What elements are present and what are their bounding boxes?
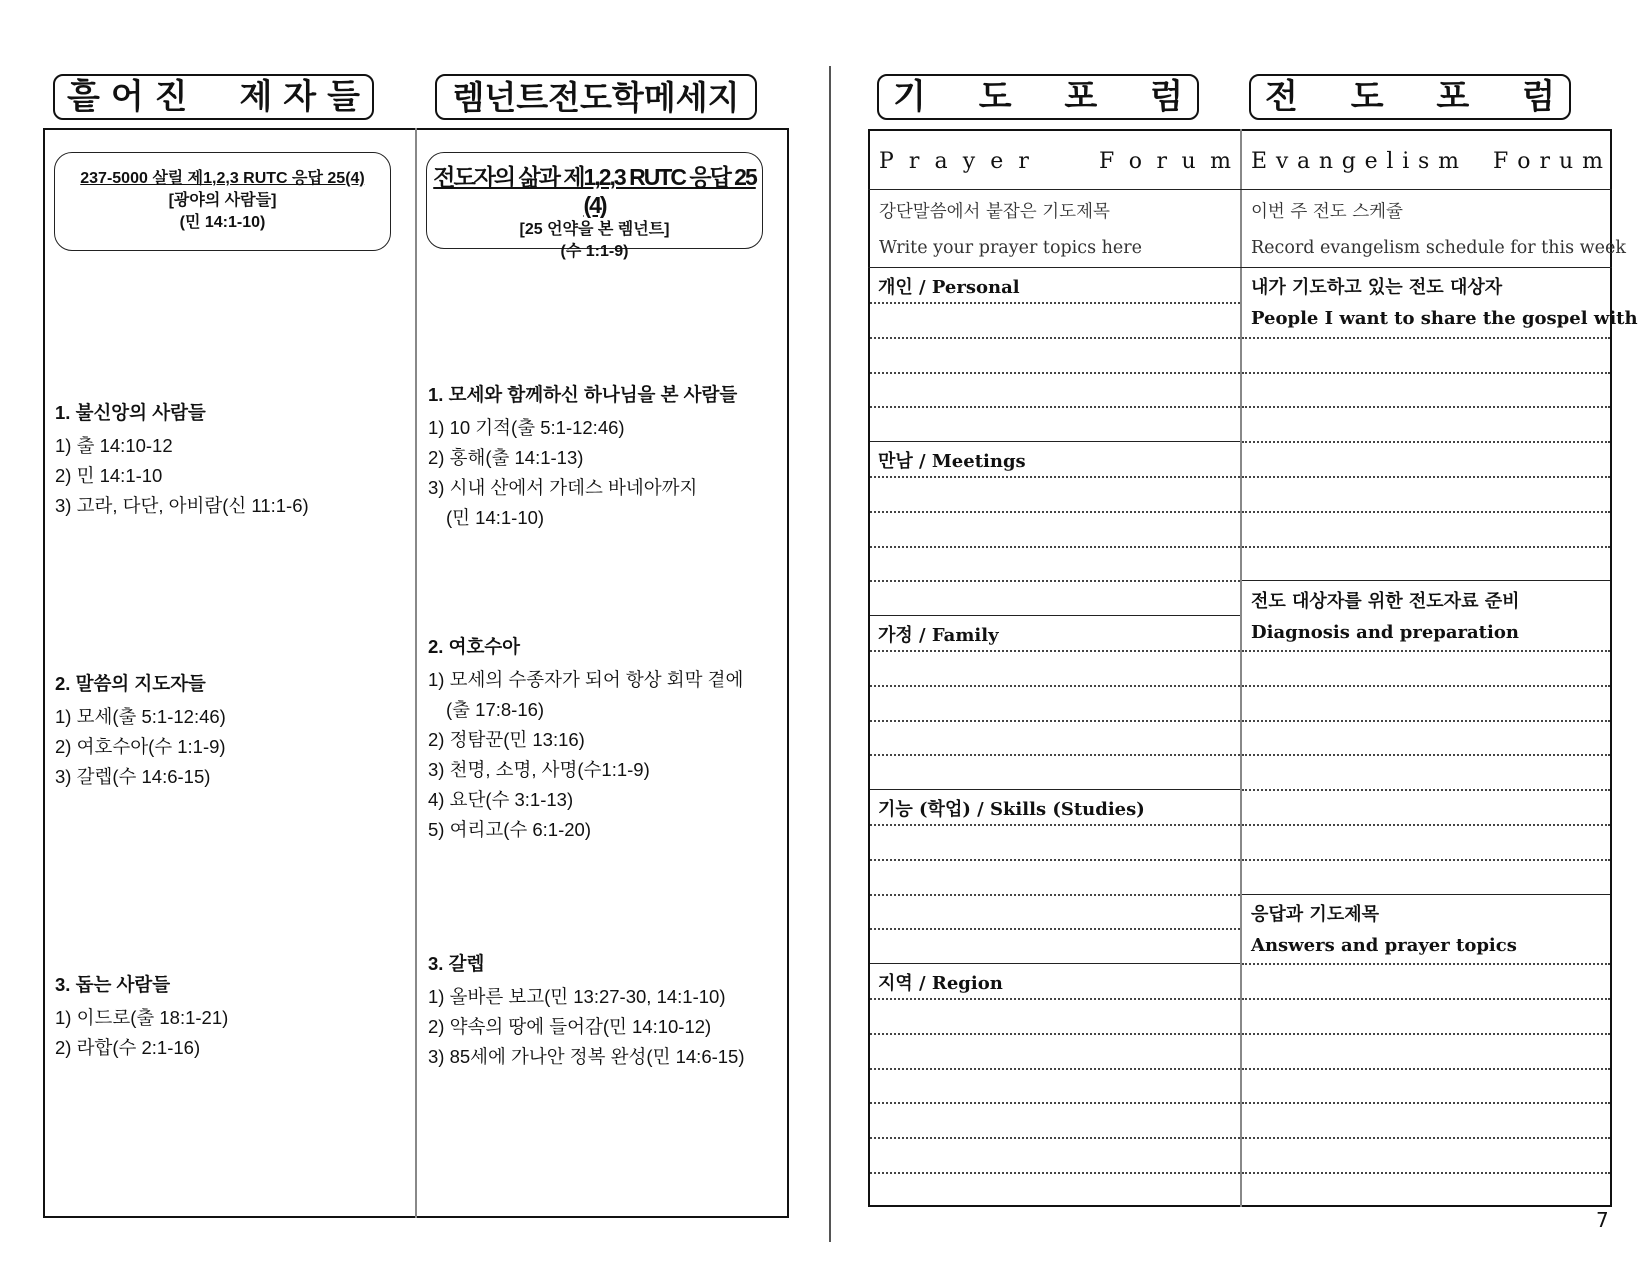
header-char: 럼: [1522, 77, 1555, 117]
outline-item: 3) 갈렙(수 14:6-15): [55, 766, 211, 787]
section-heading: 2. 말씀의 지도자들: [55, 673, 206, 694]
outline-section: [55, 970, 228, 1063]
evangelism-block-subtitle: Answers and prayer topics: [1251, 935, 1517, 956]
remnant-title: 전도자의 삶과 제1,2,3 RUTC 응답 25 (4): [433, 164, 756, 218]
prayer-category-region: 지역 / Region: [878, 973, 1003, 994]
header-char: 자: [283, 77, 317, 117]
subtitle-separator: [868, 267, 1612, 268]
header-char: 어: [110, 77, 144, 117]
outline-item: 1) 출 14:10-12: [55, 435, 173, 456]
section-heading: 1. 불신앙의 사람들: [55, 402, 206, 423]
header-char: 포: [1436, 77, 1470, 117]
page-divider: [829, 66, 831, 1242]
header-char: 도: [978, 77, 1012, 117]
evangelism-subtitle-en: Record evangelism schedule for this week: [1251, 238, 1626, 258]
outline-item: 1) 모세의 수종자가 되어 항상 회막 곁에: [428, 669, 744, 690]
evangelism-block-title: 응답과 기도제목: [1251, 904, 1379, 925]
evangelism-subtitle-ko: 이번 주 전도 스케쥴: [1251, 202, 1403, 222]
title-word: E v a n g e l i s m: [1251, 148, 1459, 174]
evangelism-block-title: 전도 대상자를 위한 전도자료 준비: [1251, 591, 1520, 612]
header-scattered-disciples: [53, 74, 374, 120]
header-char: 흩: [67, 77, 100, 117]
outline-item: 3) 천명, 소명, 사명(수1:1-9): [428, 759, 650, 780]
outline-item: 2) 정탐꾼(민 13:16): [428, 729, 585, 750]
outline-item: 2) 여호수아(수 1:1-9): [55, 736, 226, 757]
outline-section: [55, 669, 226, 792]
evangelism-block-title: 내가 기도하고 있는 전도 대상자: [1251, 277, 1503, 298]
prayer-category-personal: 개인 / Personal: [878, 277, 1020, 298]
header-char: 포: [1064, 77, 1098, 117]
prayer-category-skills: 기능 (학업) / Skills (Studies): [878, 799, 1145, 820]
evangelism-forum-title: [1251, 144, 1603, 178]
evangelism-block-subtitle: Diagnosis and preparation: [1251, 622, 1519, 643]
evangelism-block-subtitle: People I want to share the gospel with: [1251, 308, 1638, 329]
outline-item: 1) 올바른 보고(민 13:27-30, 14:1-10): [428, 986, 726, 1007]
prayer-category-family: 가정 / Family: [878, 625, 999, 646]
header-char: 기: [893, 77, 926, 117]
outline-section: [428, 380, 737, 533]
outline-item: 5) 여리고(수 6:1-20): [428, 819, 591, 840]
outline-item: 2) 민 14:1-10: [55, 465, 163, 486]
sermon-subtitle: [광야의 사람들]: [168, 192, 277, 209]
outline-item: (민 14:1-10): [446, 507, 545, 528]
prayer-forum-title: [879, 144, 1231, 178]
outline-item: 1) 10 기적(출 5:1-12:46): [428, 417, 625, 438]
sermon-title: 237-5000 살릴 제1,2,3 RUTC 응답 25(4): [80, 170, 365, 187]
sermon-info-box: [54, 152, 391, 251]
header-char: 도: [1350, 77, 1384, 117]
outline-item: 3) 85세에 가나안 정복 완성(민 14:6-15): [428, 1046, 745, 1067]
forum-column-divider: [1240, 129, 1242, 1207]
page-number: 7: [1596, 1208, 1609, 1232]
remnant-info-box: [426, 152, 763, 260]
outline-section: [428, 632, 743, 845]
outline-item: 2) 약속의 땅에 들어감(민 14:10-12): [428, 1016, 712, 1037]
header-char: 럼: [1150, 77, 1183, 117]
section-heading: 3. 갈렙: [428, 953, 485, 974]
prayer-category-meetings: 만남 / Meetings: [878, 451, 1026, 472]
title-separator: [868, 189, 1612, 190]
prayer-subtitle-ko: 강단말씀에서 붙잡은 기도제목: [879, 202, 1110, 222]
outline-item: 2) 라합(수 2:1-16): [55, 1037, 201, 1058]
outline-section: [55, 398, 309, 521]
header-char: 진: [154, 77, 188, 117]
header-char: 전: [1265, 77, 1298, 117]
prayer-subtitle-en: Write your prayer topics here: [879, 238, 1142, 258]
outline-item: 3) 고라, 다단, 아비람(신 11:1-6): [55, 495, 309, 516]
outline-item: (출 17:8-16): [446, 699, 545, 720]
header-remnant-message: [435, 74, 757, 120]
title-word: P r a y e r: [879, 148, 1029, 174]
header-evangelism-forum: [1249, 74, 1571, 120]
title-word: F o r u m: [1493, 148, 1603, 174]
header-char: 들: [327, 77, 360, 117]
outline-item: 1) 이드로(출 18:1-21): [55, 1007, 229, 1028]
outline-item: 4) 요단(수 3:1-13): [428, 789, 574, 810]
header-prayer-forum: [877, 74, 1199, 120]
remnant-reference: (수 1:1-9): [560, 243, 629, 260]
outline-item: 1) 모세(출 5:1-12:46): [55, 706, 226, 727]
remnant-subtitle: [25 언약을 본 렘넌트]: [519, 221, 670, 238]
header-text: 렘넌트전도학메세지: [452, 77, 740, 117]
section-heading: 1. 모세와 함께하신 하나님을 본 사람들: [428, 384, 738, 405]
outline-section: [428, 949, 745, 1072]
header-char: 제: [239, 77, 273, 117]
sermon-reference: (민 14:1-10): [179, 214, 266, 231]
section-heading: 2. 여호수아: [428, 636, 521, 657]
title-word: F o r u m: [1099, 148, 1231, 174]
column-divider: [415, 128, 417, 1218]
outline-item: 2) 홍해(출 14:1-13): [428, 447, 584, 468]
outline-item: 3) 시내 산에서 가데스 바네아까지: [428, 477, 698, 498]
section-heading: 3. 돕는 사람들: [55, 974, 171, 995]
